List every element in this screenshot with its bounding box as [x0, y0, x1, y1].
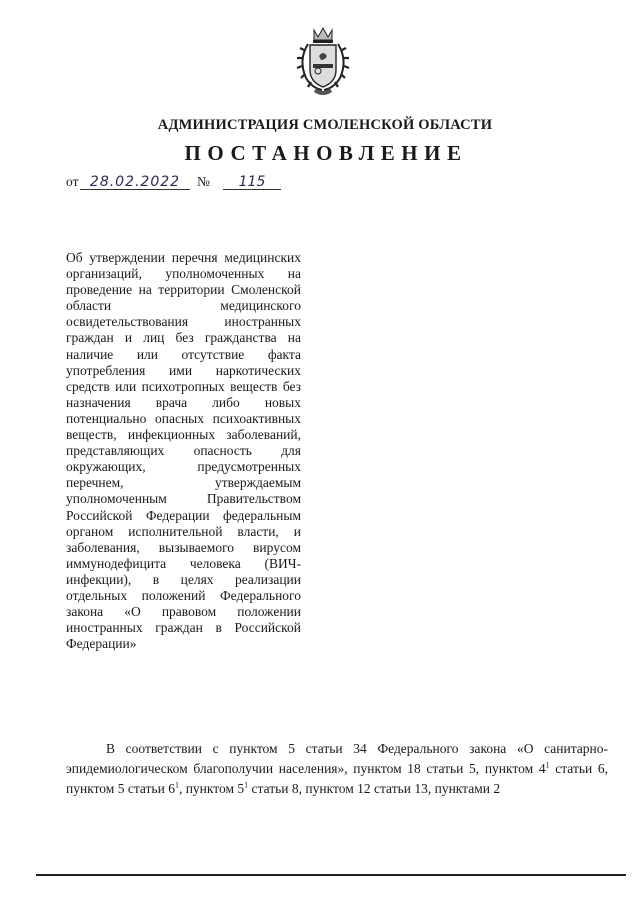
body-text-part-1: В соответствии с пунктом 5 статьи 34 Федерального закона «О санитарно-эпидемиологическом благополучии населения», пунктом 18 статьи 5, пунктом 4: [66, 741, 608, 776]
body-paragraph: [66, 739, 608, 798]
document-number: 115: [223, 174, 281, 190]
document-date: 28.02.2022: [80, 174, 190, 190]
superscript-3: 1: [244, 780, 249, 790]
superscript-1: 1: [545, 760, 550, 770]
document-type-title: ПОСТАНОВЛЕНИЕ: [184, 141, 468, 165]
number-label: №: [197, 174, 210, 189]
body-text-part-2: статьи 6, пунктом 5 статьи 6: [66, 760, 609, 796]
body-text-part-4: статьи 8, пунктом 12 статьи 13, пунктами 2: [248, 780, 501, 796]
body-text-part-3: , пунктом 5: [178, 780, 245, 796]
document-subject: Об утверждении перечня медицинских организаций, уполномоченных на проведение на территории Смоленской области медицинского освидетельствования иностранных граждан и лиц без гражданства на наличие или отсутствие факта употребления ими наркотических средств или психотропных веществ без назначения врача либо новых потенциально опасных психоактивных веществ, инфекционных заболеваний, представляющих опасность для окружающих, предусмотренных перечнем, утверждаемым уполномоченным Правительством Российской Федерации федеральным органом исполнительной власти, и заболевания, вызываемого вирусом иммунодефицита человека (ВИЧ-инфекции), в целях реализации отдельных положений Федерального закона «О правовом положении иностранных граждан в Российской Федерации»: [66, 250, 301, 652]
superscript-2: 1: [174, 780, 179, 790]
smolensk-coat-of-arms-icon: [292, 26, 354, 96]
issuing-authority: АДМИНИСТРАЦИЯ СМОЛЕНСКОЙ ОБЛАСТИ: [157, 117, 493, 133]
date-label: от: [66, 174, 79, 189]
page-bottom-rule: [36, 874, 626, 876]
